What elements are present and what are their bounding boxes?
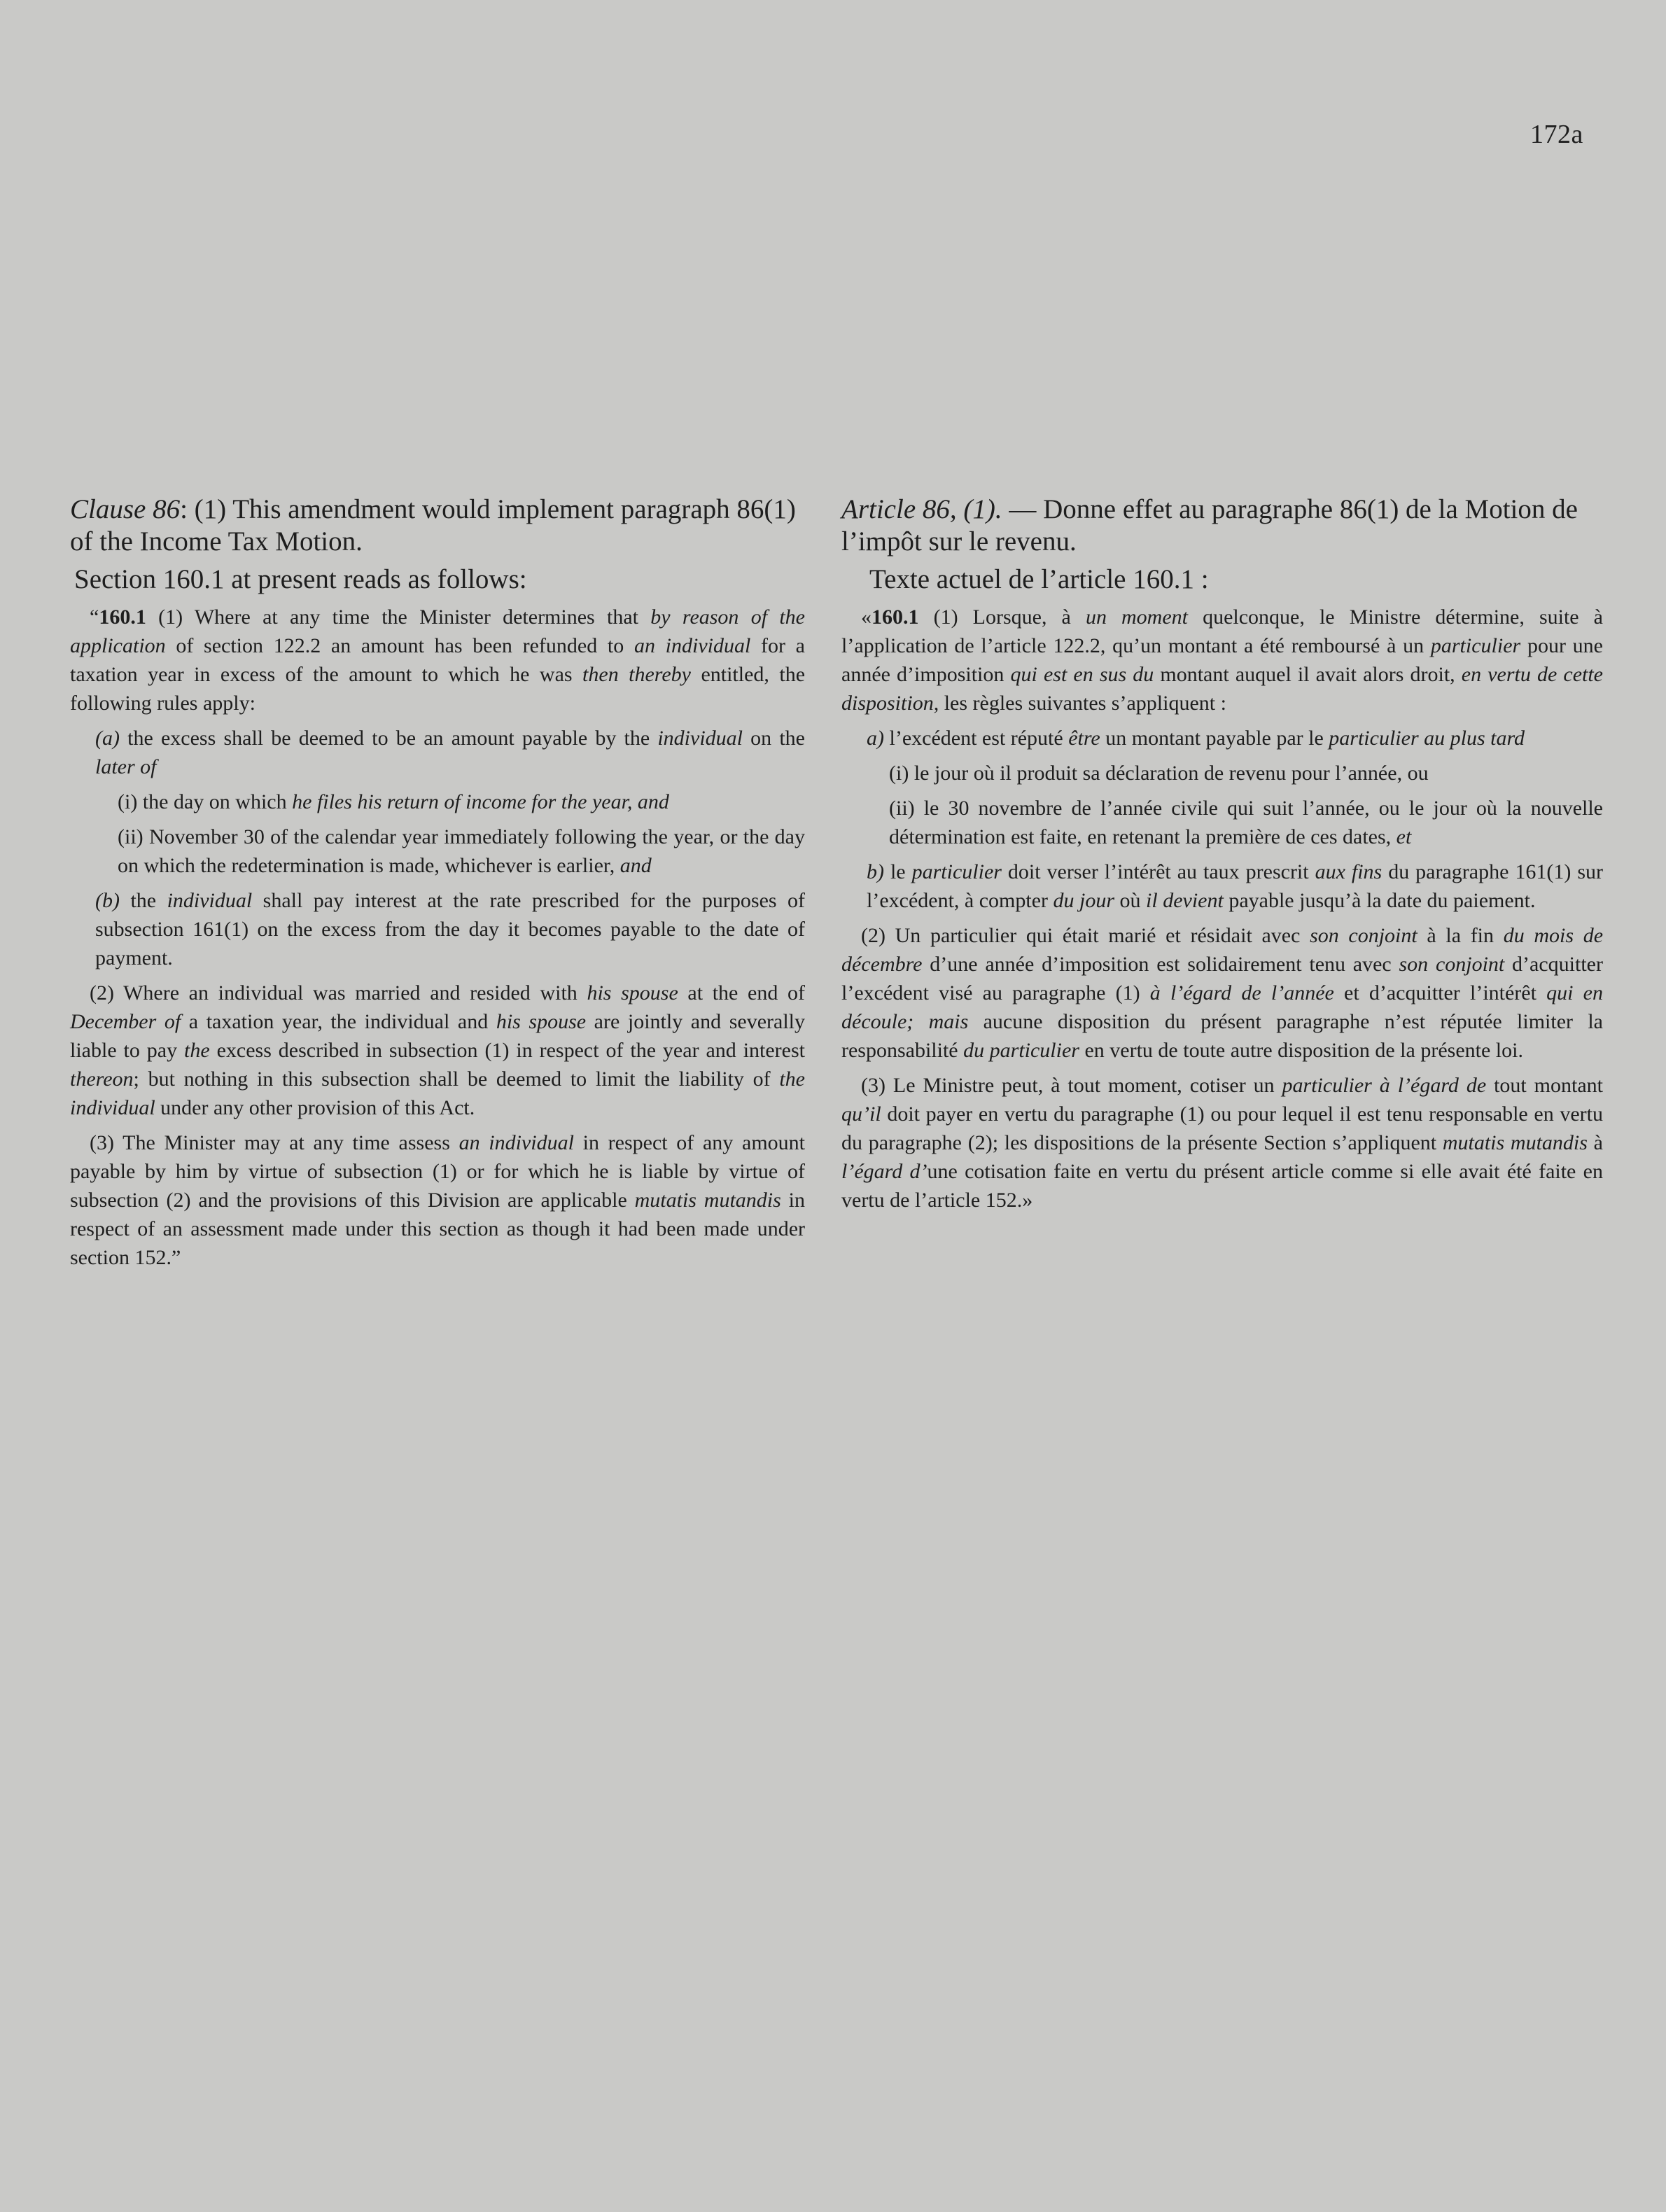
paragraphe-1: «160.1 (1) Lorsque, à un moment quelconque, le Ministre détermine, suite à l’application de l’article 122.2, qu’un montant a été remboursé à un particulier pour une année d’imposition qui est en sus du montant auquel il avait alors droit, en vertu de cette disposition, les règles suivantes s’appliquent :	[841, 606, 1603, 715]
subsection-1: “160.1 (1) Where at any time the Minister determines that by reason of the application of section 122.2 an amount has been refunded to an individual for a taxation year in excess of the amount to which he was then thereby entitled, the following rules apply:	[70, 606, 806, 715]
section-intro: Section 160.1 at present reads as follows:	[74, 564, 527, 594]
article-heading	[841, 493, 1603, 558]
subsection-3: (3) The Minister may at any time assess an individual in respect of any amount payable by him by virtue of subsection (1) or for which he is liable by virtue of subsection (2) and the provisions of this Division are applicable mutatis mutandis in respect of an assessment made under this section as though it had been made under section 152.”	[70, 1131, 805, 1269]
quoted-article-text	[841, 603, 1603, 1214]
article-label: Article 86, (1).	[841, 494, 1002, 524]
article-text: — Donne effet au paragraphe 86(1) de la Motion de l’impôt sur le revenu.	[841, 494, 1578, 556]
paragraphe-3: (3) Le Ministre peut, à tout moment, cotiser un particulier à l’égard de tout montant qu’il doit payer en vertu du paragraphe (1) ou pour lequel il est tenu responsable en vertu du paragraphe (2); les dispositions de la présente Section s’appliquent mutatis mutandis à l’égard d’une cotisation faite en vertu du présent article comme si elle avait été faite en vertu de l’article 152.»	[841, 1074, 1603, 1212]
paragraph-a: (a) the excess shall be deemed to be an amount payable by the individual on the later of	[95, 727, 805, 778]
quoted-section-text	[70, 603, 805, 1272]
article-intro: Texte actuel de l’article 160.1 :	[869, 564, 1209, 594]
alinea-b: b) le particulier doit verser l’intérêt au taux prescrit aux fins du paragraphe 161(1) sur l’excédent, à compter du jour où il devient payable jusqu’à la date du paiement.	[867, 860, 1603, 912]
french-column	[841, 493, 1603, 1221]
subparagraph-ii: (ii) November 30 of the calendar year immediately following the year, or the day on which the redetermination is made, whichever is earlier, and	[118, 825, 805, 877]
paragraph-b: (b) the individual shall pay interest at the rate prescribed for the purposes of subsection 161(1) on the excess from the day it becomes payable to the date of payment.	[95, 889, 806, 969]
section-number: 160.1	[99, 606, 146, 629]
english-column	[70, 493, 805, 1278]
clause-heading	[70, 493, 805, 558]
sous-alinea-i: (i) le jour où il produit sa déclaration de revenu pour l’année, ou	[889, 762, 1429, 785]
clause-label: Clause 86	[70, 494, 181, 524]
paragraphe-2: (2) Un particulier qui était marié et résidait avec son conjoint à la fin du mois de décembre d’une année d’imposition est solidairement tenu avec son conjoint d’acquitter l’excédent visé au paragraphe (1) à l’égard de l’année et d’acquitter l’intérêt qui en découle; mais aucune disposition du présent paragraphe n’est réputée limiter la responsabilité du particulier en vertu de toute autre disposition de la présente loi.	[841, 924, 1604, 1062]
clause-text: : (1) This amendment would implement paragraph 86(1) of the Income Tax Motion.	[70, 494, 796, 556]
alinea-a: a) l’excédent est réputé être un montant payable par le particulier au plus tard	[867, 727, 1525, 750]
sous-alinea-ii: (ii) le 30 novembre de l’année civile qui suit l’année, ou le jour où la nouvelle détermination est faite, en retenant la première de ces dates, et	[889, 797, 1603, 848]
page-number: 172a	[1530, 120, 1583, 149]
article-number: 160.1	[872, 606, 919, 629]
subparagraph-i: (i) the day on which he files his return of income for the year, and	[118, 790, 669, 813]
subsection-2: (2) Where an individual was married and resided with his spouse at the end of December of a taxation year, the individual and his spouse are jointly and severally liable to pay the excess described in subsection (1) in respect of the year and interest thereon; but nothing in this subsection shall be deemed to limit the liability of the individual under any other provision of this Act.	[70, 981, 805, 1119]
